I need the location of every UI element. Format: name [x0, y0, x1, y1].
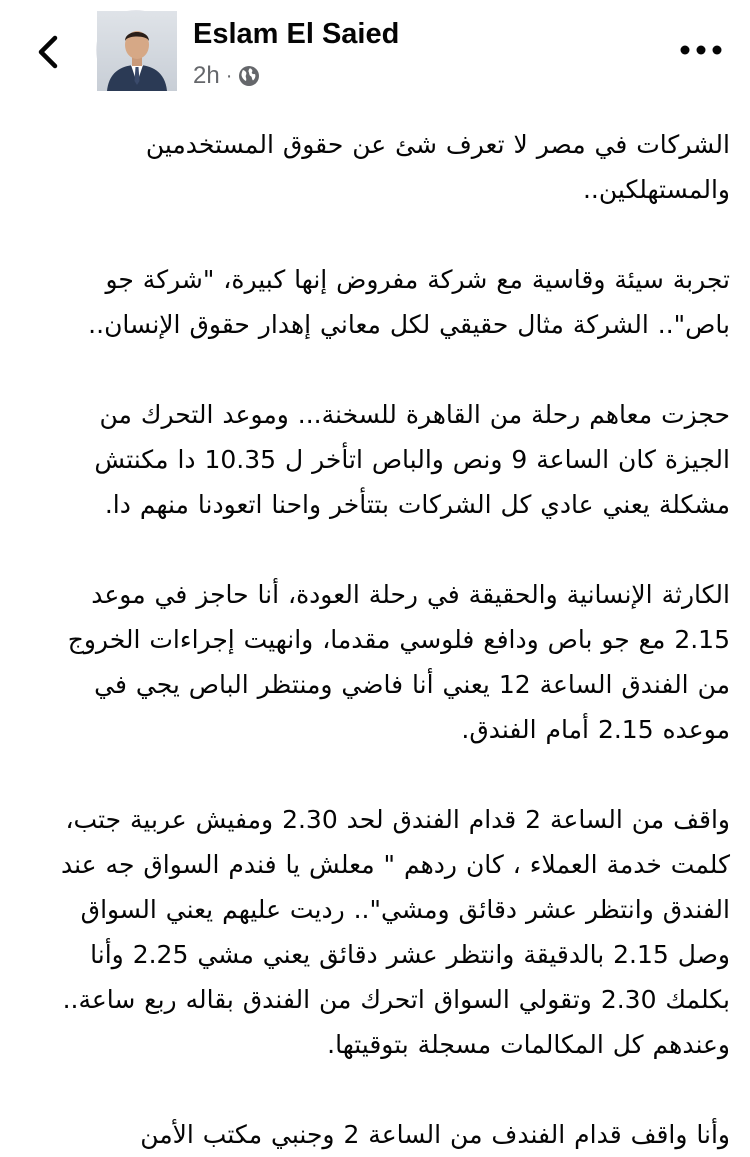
author-name[interactable]: Eslam El Saied: [193, 18, 400, 50]
chevron-left-icon: [33, 34, 63, 70]
avatar[interactable]: [96, 10, 176, 90]
profile-photo-icon: [97, 11, 177, 91]
post-header: [0, 0, 750, 110]
post-meta: [193, 62, 260, 90]
post-paragraph: وأنا واقف قدام الفندف من الساعة 2 وجنبي مكتب الأمن: [140, 1120, 730, 1149]
post-body: [30, 122, 730, 1157]
post-timestamp[interactable]: 2h: [193, 62, 220, 89]
more-options-button[interactable]: [676, 30, 726, 70]
back-button[interactable]: [24, 28, 72, 76]
globe-icon[interactable]: [238, 65, 260, 87]
post-paragraph: حجزت معاهم رحلة من القاهرة للسخنة... وموعد التحرك من الجيزة كان الساعة 9 ونص والباص اتأخر ل 10.35 دا مكنتش مشكلة يعني عادي كل الشركات بتتأخر واحنا اتعودنا منهم دا.: [94, 400, 730, 519]
post-paragraph: واقف من الساعة 2 قدام الفندق لحد 2.30 ومفيش عربية جتب، كلمت خدمة العملاء ، كان ردهم " معلش يا فندم السواق جه عند الفندق وانتظر عشر دقائق ومشي".. رديت عليهم يعني السواق وصل 2.15 بالدقيقة وانتظر عشر دقائق يعني مشي 2.25 وأنا بكلمك 2.30 وتقولي السواق اتحرك من الفندق بقاله ربع ساعة.. وعندهم كل المكالمات مسجلة بتوقيتها.: [61, 805, 730, 1059]
post-paragraph: تجربة سيئة وقاسية مع شركة مفروض إنها كبيرة، "شركة جو باص".. الشركة مثال حقيقي لكل معاني إهدار حقوق الإنسان..: [88, 265, 730, 339]
more-dots-icon: [679, 44, 723, 56]
post-paragraph: الشركات في مصر لا تعرف شئ عن حقوق المستخدمين والمستهلكين..: [145, 130, 730, 204]
post-paragraph: الكارثة الإنسانية والحقيقة في رحلة العودة، أنا حاجز في موعد 2.15 مع جو باص ودافع فلوسي مقدما، وانهيت إجراءات الخروج من الفندق الساعة 12 يعني أنا فاضي ومنتظر الباص يجي في موعده 2.15 أمام الفندق.: [67, 580, 730, 744]
meta-separator: ·: [225, 64, 233, 87]
